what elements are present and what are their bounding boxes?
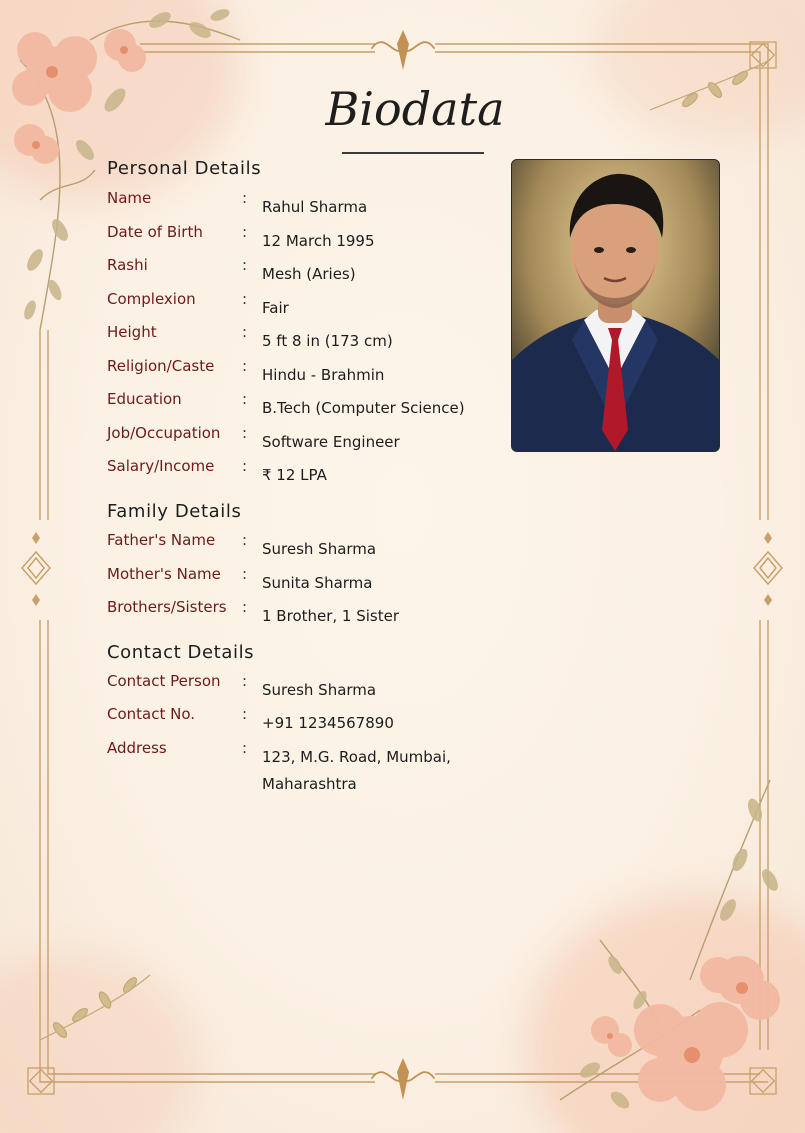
- row-label: Mother's Name: [107, 565, 221, 583]
- detail-row: [107, 390, 527, 417]
- row-value: Mesh (Aries): [262, 265, 356, 283]
- floral-corner-bottom-right-icon: [560, 780, 781, 1112]
- row-value: Hindu - Brahmin: [262, 366, 385, 384]
- detail-row: [107, 457, 527, 484]
- row-label: Religion/Caste: [107, 357, 215, 375]
- detail-row: [107, 739, 527, 793]
- separator: :: [242, 223, 248, 241]
- row-label: Education: [107, 390, 182, 408]
- separator: :: [242, 598, 248, 616]
- family-details-heading: Family Details: [107, 501, 242, 522]
- personal-details-heading: Personal Details: [107, 158, 262, 179]
- separator: :: [242, 323, 248, 341]
- row-label: Salary/Income: [107, 457, 215, 475]
- row-label: Date of Birth: [107, 223, 203, 241]
- separator: :: [242, 290, 248, 308]
- row-label: Address: [107, 739, 167, 757]
- detail-row: [107, 223, 527, 250]
- row-value-continued: Maharashtra: [262, 775, 357, 793]
- row-value: B.Tech (Computer Science): [262, 399, 465, 417]
- profile-photo: [511, 159, 720, 452]
- separator: :: [242, 705, 248, 723]
- row-value: Sunita Sharma: [262, 574, 373, 592]
- person-portrait-icon: [512, 160, 719, 451]
- detail-row: [107, 290, 527, 317]
- row-value: Software Engineer: [262, 433, 400, 451]
- separator: :: [242, 424, 248, 442]
- row-value: ₹ 12 LPA: [262, 466, 327, 484]
- row-label: Complexion: [107, 290, 196, 308]
- row-value: 5 ft 8 in (173 cm): [262, 332, 393, 350]
- separator: :: [242, 739, 248, 757]
- row-value: 123, M.G. Road, Mumbai,: [262, 748, 451, 766]
- separator: :: [242, 256, 248, 274]
- detail-row: [107, 256, 527, 283]
- row-label: Contact Person: [107, 672, 221, 690]
- detail-row: [107, 565, 527, 592]
- title-underline: [342, 152, 484, 154]
- row-value: Suresh Sharma: [262, 681, 377, 699]
- contact-details-heading: Contact Details: [107, 642, 255, 663]
- detail-row: [107, 531, 527, 558]
- detail-row: [107, 357, 527, 384]
- row-label: Contact No.: [107, 705, 196, 723]
- detail-row: [107, 424, 527, 451]
- row-value: Rahul Sharma: [262, 198, 368, 216]
- detail-row: [107, 598, 527, 625]
- row-value: Suresh Sharma: [262, 540, 377, 558]
- detail-row: [107, 705, 527, 732]
- separator: :: [242, 672, 248, 690]
- page-title: Biodata: [325, 82, 505, 136]
- detail-row: [107, 323, 527, 350]
- row-value: 12 March 1995: [262, 232, 375, 250]
- separator: :: [242, 357, 248, 375]
- row-label: Father's Name: [107, 531, 216, 549]
- row-label: Height: [107, 323, 157, 341]
- detail-row: [107, 189, 527, 216]
- row-value: 1 Brother, 1 Sister: [262, 607, 400, 625]
- separator: :: [242, 457, 248, 475]
- separator: :: [242, 531, 248, 549]
- detail-row: [107, 672, 527, 699]
- separator: :: [242, 390, 248, 408]
- row-label: Name: [107, 189, 152, 207]
- separator: :: [242, 565, 248, 583]
- separator: :: [242, 189, 248, 207]
- row-label: Rashi: [107, 256, 148, 274]
- row-label: Job/Occupation: [107, 424, 221, 442]
- row-label: Brothers/Sisters: [107, 598, 227, 616]
- row-value: +91 1234567890: [262, 714, 394, 732]
- row-value: Fair: [262, 299, 289, 317]
